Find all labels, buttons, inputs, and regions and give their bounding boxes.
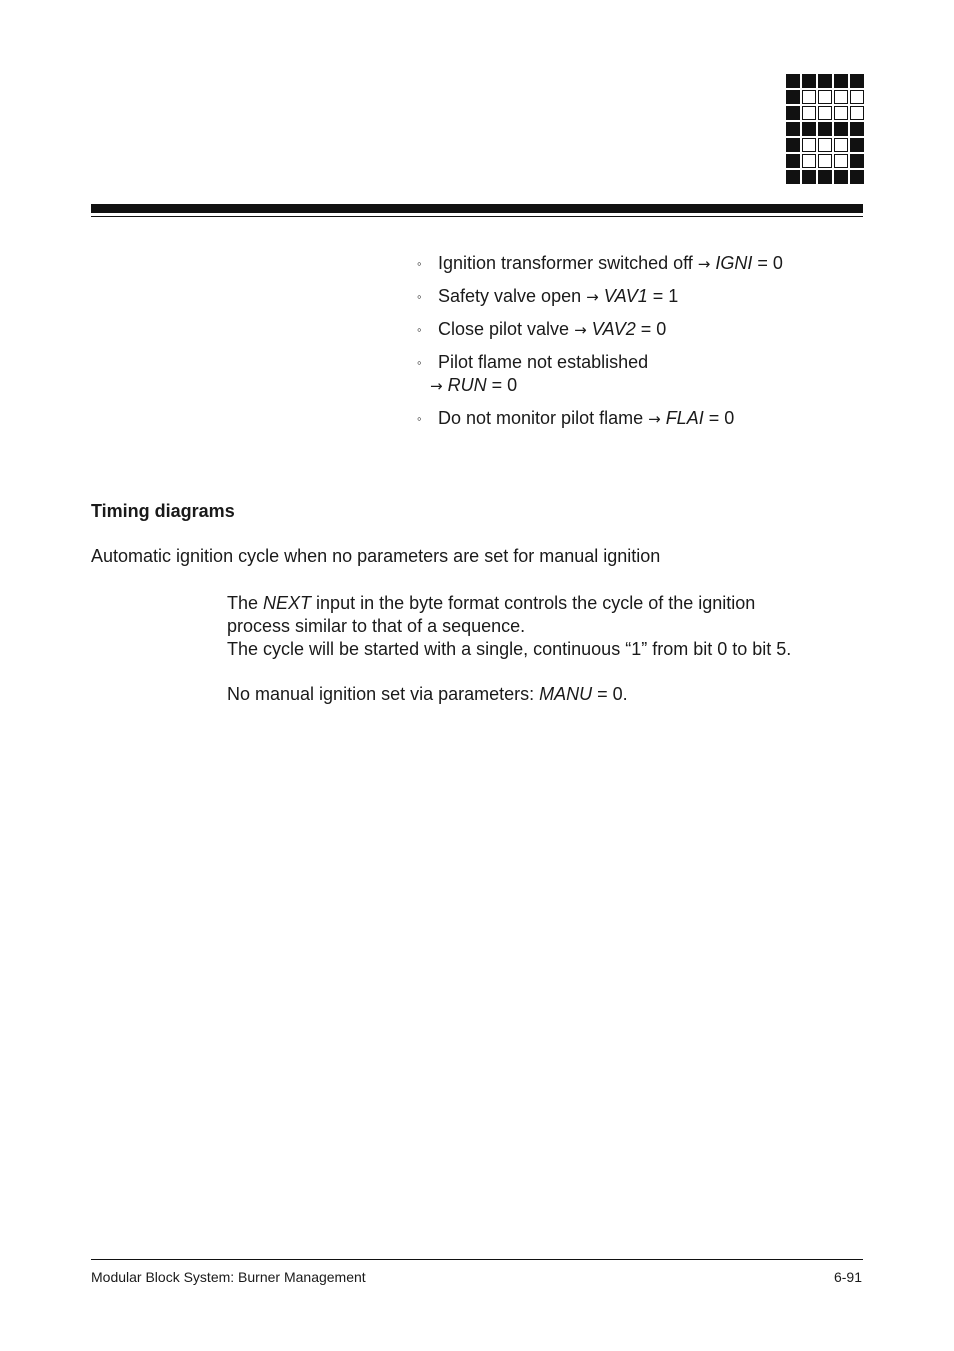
chapter-logo: [786, 74, 864, 184]
manual-ignition-note: No manual ignition set via parameters: MANU = 0.: [227, 684, 628, 704]
footer-rule: [91, 1259, 863, 1260]
footer-title: Modular Block System: Burner Management: [91, 1269, 366, 1285]
page-number: 6-91: [833, 1269, 862, 1285]
body-paragraph: The NEXT input in the byte format controls the cycle of the ignition process similar to that of a sequence. The cycle will be started with a single, continuous “1” from bit 0 to bit 5.: [227, 593, 792, 659]
bullet-item: ◦ Do not monitor pilot flame → FLAI = 0: [417, 408, 735, 428]
header-rule-thin: [91, 216, 863, 217]
bullet-item: ◦ Safety valve open → VAV1 = 1: [417, 286, 679, 306]
bullet-item: ◦ Close pilot valve → VAV2 = 0: [417, 319, 667, 339]
header-rule: [91, 204, 863, 213]
bullet-item: ◦ Pilot flame not established → RUN = 0: [417, 352, 649, 395]
intro-text: Automatic ignition cycle when no parameters are set for manual ignition: [91, 546, 661, 566]
bullet-list: [414, 252, 854, 440]
bullet-item: ◦ Ignition transformer switched off → IGNI = 0: [417, 253, 783, 273]
section-heading: Timing diagrams: [91, 501, 235, 521]
